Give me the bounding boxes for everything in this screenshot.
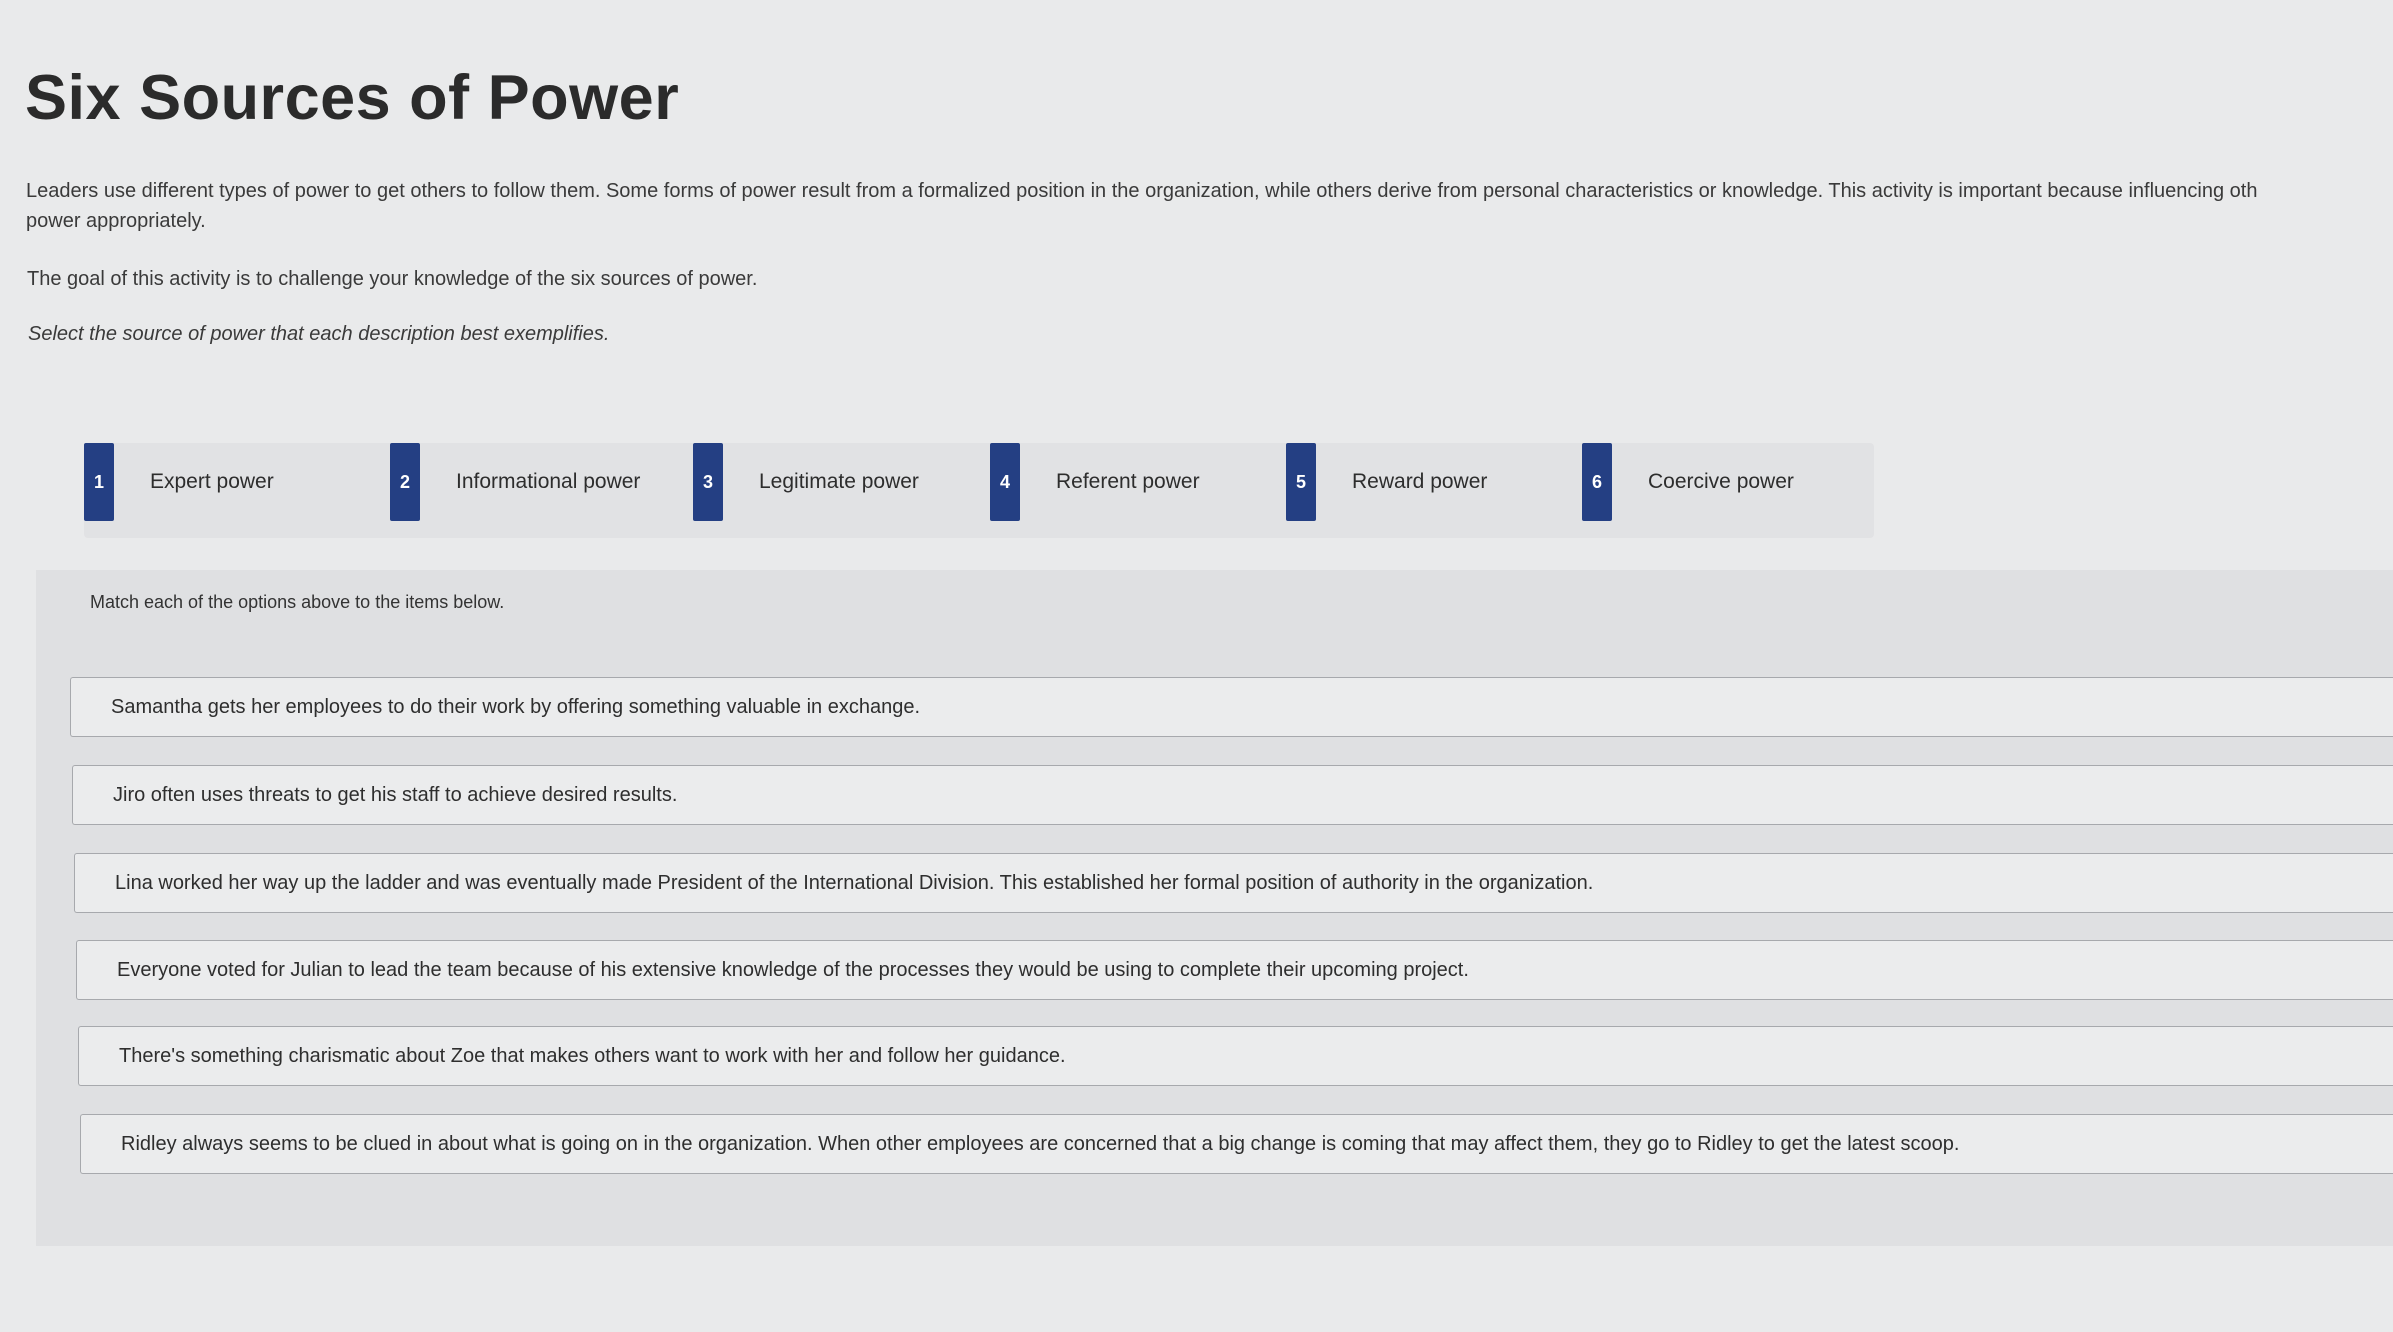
match-item-text: Everyone voted for Julian to lead the team because of his extensive knowledge of the processes they would be using to complete their upcoming project. (117, 958, 1469, 981)
match-item-text: Jiro often uses threats to get his staff to achieve desired results. (113, 783, 678, 806)
option-expert-power[interactable] (84, 443, 274, 521)
option-label: Informational power (456, 470, 641, 493)
options-bar (84, 443, 1874, 538)
instruction-text: Select the source of power that each description best exemplifies. (28, 323, 610, 345)
option-label: Legitimate power (759, 470, 919, 493)
match-item-text: Samantha gets her employees to do their work by offering something valuable in exchange. (111, 695, 921, 718)
option-number-badge: 3 (693, 443, 723, 521)
option-legitimate-power[interactable] (693, 443, 919, 521)
intro-line-1: Leaders use different types of power to get others to follow them. Some forms of power result from a formalized position in the organization, while others derive from personal characteristics or knowledge. This activity is important because influencing oth (26, 180, 2258, 202)
option-informational-power[interactable] (390, 443, 640, 521)
intro-line-2: power appropriately. (26, 210, 206, 232)
option-label: Coercive power (1648, 470, 1794, 493)
intro-paragraph (26, 176, 2393, 236)
match-item-text: Ridley always seems to be clued in about what is going on in the organization. When other employees are concerned that a big change is coming that may affect them, they go to Ridley to get the latest scoop. (121, 1132, 1960, 1155)
match-item-6[interactable] (80, 1114, 2393, 1174)
option-number-badge: 2 (390, 443, 420, 521)
match-item-1[interactable] (70, 677, 2393, 737)
match-instruction: Match each of the options above to the items below. (90, 592, 505, 612)
option-referent-power[interactable] (990, 443, 1200, 521)
option-number-badge: 6 (1582, 443, 1612, 521)
match-item-text: There's something charismatic about Zoe that makes others want to work with her and follow her guidance. (119, 1044, 1066, 1067)
option-coercive-power[interactable] (1582, 443, 1794, 521)
option-label: Reward power (1352, 470, 1488, 493)
option-reward-power[interactable] (1286, 443, 1487, 521)
match-panel (36, 570, 2393, 1246)
option-number-badge: 1 (84, 443, 114, 521)
page-title: Six Sources of Power (25, 63, 680, 133)
option-label: Expert power (150, 470, 274, 493)
goal-text: The goal of this activity is to challenge your knowledge of the six sources of power. (27, 268, 758, 290)
option-number-badge: 5 (1286, 443, 1316, 521)
match-item-5[interactable] (78, 1026, 2393, 1086)
match-item-4[interactable] (76, 940, 2393, 1000)
match-item-3[interactable] (74, 853, 2393, 913)
match-item-2[interactable] (72, 765, 2393, 825)
option-label: Referent power (1056, 470, 1200, 493)
option-number-badge: 4 (990, 443, 1020, 521)
match-item-text: Lina worked her way up the ladder and was eventually made President of the International Division. This established her formal position of authority in the organization. (115, 871, 1594, 894)
